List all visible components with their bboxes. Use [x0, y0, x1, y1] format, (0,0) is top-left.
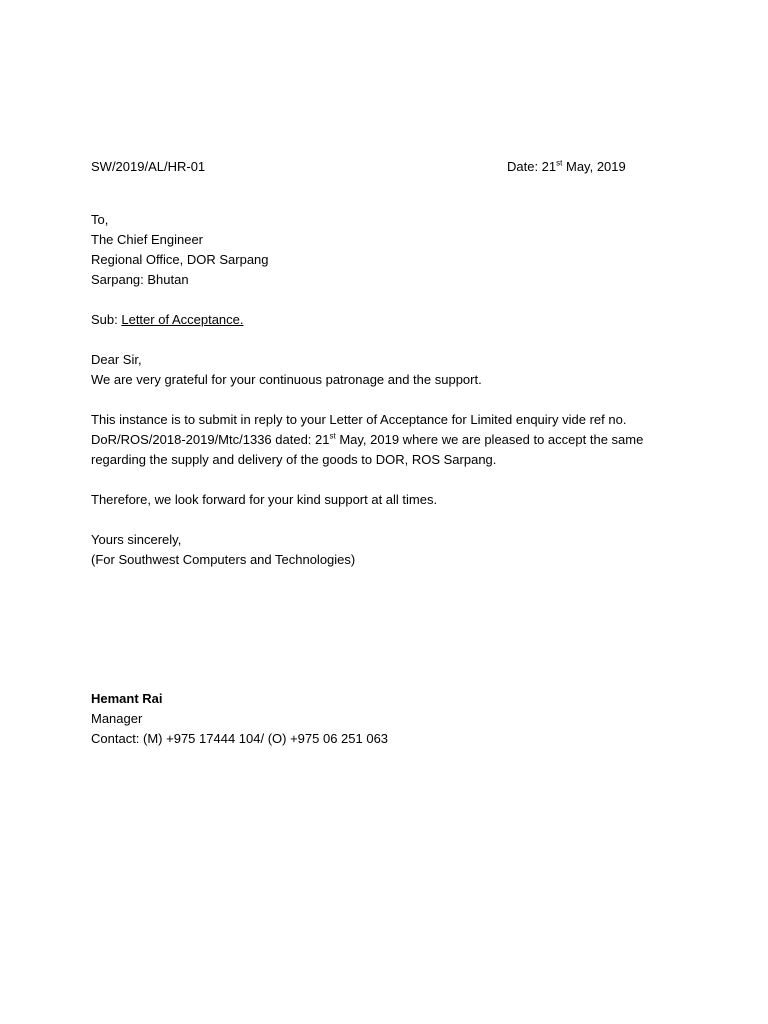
signatory-name: Hemant Rai: [91, 691, 163, 706]
reference-text: SW/2019/AL/HR-01: [91, 159, 206, 174]
paragraph-1: We are very grateful for your continuous patronage and the support.: [91, 372, 482, 387]
paragraph-2-line-2: [91, 430, 643, 450]
subject-line: [91, 310, 244, 330]
recipient-title: The Chief Engineer: [91, 232, 204, 247]
date-label: Date: 21: [507, 159, 557, 174]
date-rest: May, 2019: [562, 159, 626, 174]
recipient-office: Regional Office, DOR Sarpang: [91, 252, 269, 267]
reference-number: [91, 157, 205, 177]
p2-rest-text: May, 2019 where we are pleased to accept the same: [335, 432, 644, 447]
paragraph-2-line-1: This instance is to submit in reply to your Letter of Acceptance for Limited enquiry vide ref no.: [91, 412, 627, 427]
p2-ordinal: st: [329, 431, 336, 441]
contact-info: Contact: (M) +975 17444 104/ (O) +975 06 251 063: [91, 731, 389, 746]
p2-ref-text: DoR/ROS/2018-2019/Mtc/1336 dated: 21: [91, 432, 330, 447]
signatory-title: Manager: [91, 711, 143, 726]
to-line: To,: [91, 212, 109, 227]
date-ordinal: st: [556, 158, 563, 168]
company-line: (For Southwest Computers and Technologies): [91, 552, 356, 567]
subject-title: Letter of Acceptance.: [121, 312, 244, 327]
recipient-location: Sarpang: Bhutan: [91, 272, 189, 287]
subject-prefix: Sub:: [91, 312, 122, 327]
greeting: Dear Sir,: [91, 352, 142, 367]
sign-off: Yours sincerely,: [91, 532, 182, 547]
paragraph-3: Therefore, we look forward for your kind support at all times.: [91, 492, 438, 507]
paragraph-2-line-3: regarding the supply and delivery of the goods to DOR, ROS Sarpang.: [91, 452, 497, 467]
letter-date: [507, 157, 626, 177]
